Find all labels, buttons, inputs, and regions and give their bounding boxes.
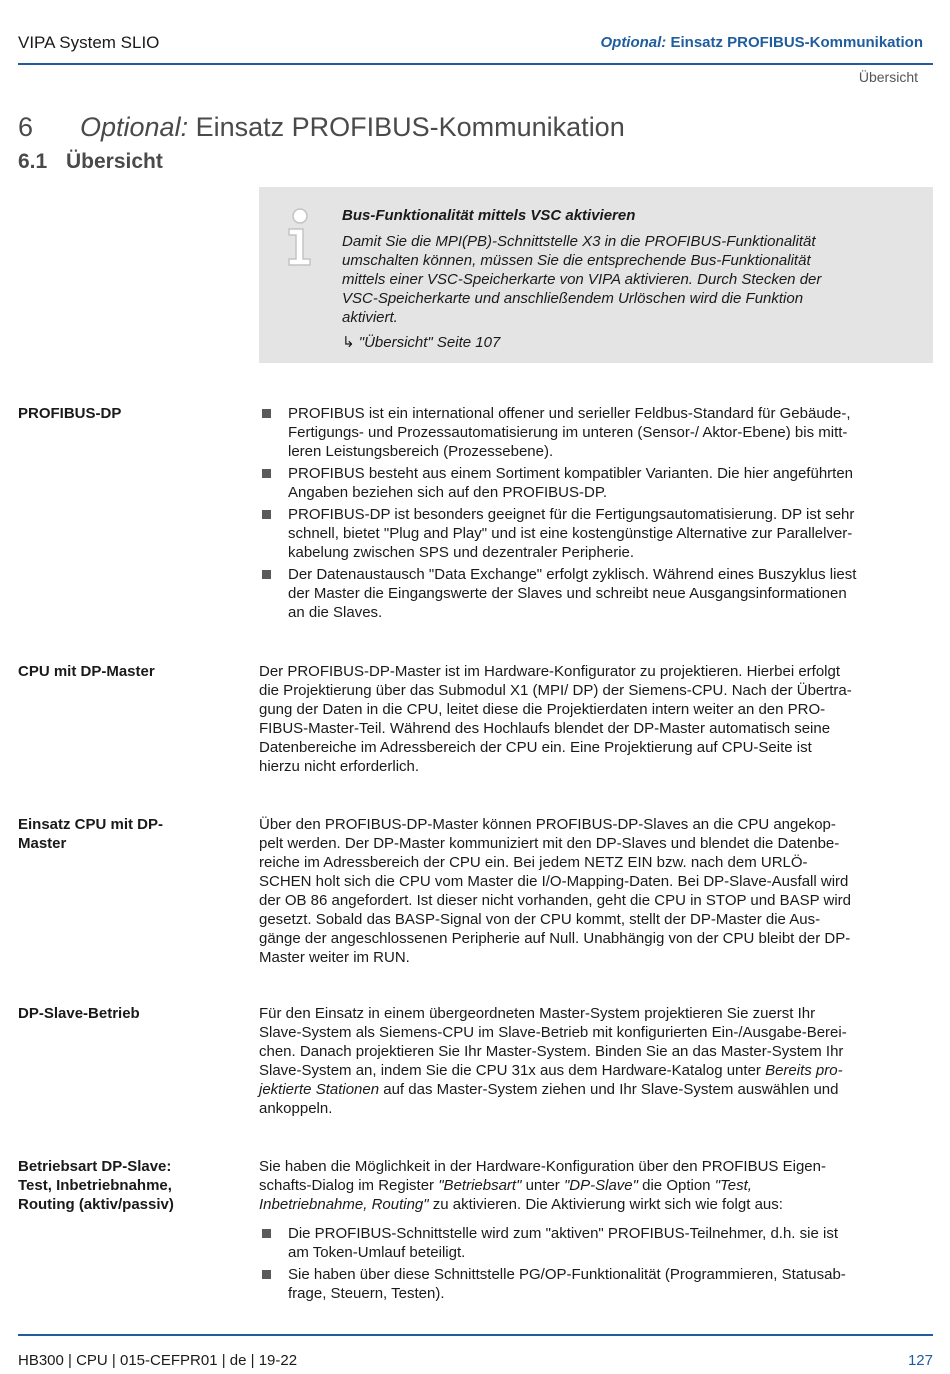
note-line: Damit Sie die MPI(PB)-Schnittstelle X3 in die PROFIBUS-Funktionalität bbox=[342, 233, 816, 250]
info-icon bbox=[285, 207, 315, 267]
footer-rule bbox=[18, 1334, 933, 1336]
text-span: schafts-Dialog im Register bbox=[259, 1177, 439, 1194]
emphasis-span: Bereits pro- bbox=[765, 1062, 843, 1079]
text-line: leren Leistungsbereich (Prozessebene). bbox=[288, 443, 554, 460]
chapter-optional: Optional: bbox=[80, 112, 189, 142]
emphasis-span: "DP-Slave" bbox=[563, 1177, 638, 1194]
text-line: gänge der angeschlossenen Peripherie auf Null. Unabhängig von der CPU bleibt der DP- bbox=[259, 930, 851, 947]
header-chapter-title: Einsatz PROFIBUS-Kommunikation bbox=[666, 34, 923, 51]
list-item bbox=[259, 1265, 931, 1303]
text-line: die Projektierung über das Submodul X1 (MPI/ DP) der Siemens-CPU. Nach der Übertra- bbox=[259, 682, 852, 699]
section-title: Übersicht bbox=[66, 150, 163, 173]
text-line: Für den Einsatz in einem übergeordneten Master-System projektieren Sie zuerst Ihr bbox=[259, 1005, 816, 1022]
chapter-heading bbox=[18, 112, 625, 143]
text-span: Slave-System an, indem Sie die CPU 31x aus dem Hardware-Katalog unter bbox=[259, 1062, 766, 1079]
emphasis-span: Inbetriebnahme, Routing" bbox=[259, 1196, 429, 1213]
note-body bbox=[342, 232, 907, 327]
text-line: SCHEN holt sich die CPU vom Master die I/O-Mapping-Daten. Bei DP-Slave-Ausfall wird bbox=[259, 873, 849, 890]
label-cpu-dp-master: CPU mit DP-Master bbox=[18, 663, 155, 680]
chapter-number: 6 bbox=[18, 112, 34, 142]
dp-slave-text bbox=[259, 1004, 931, 1118]
list-item bbox=[259, 565, 931, 622]
text-line: PROFIBUS-DP ist besonders geeignet für die Fertigungsautomatisierung. DP ist sehr bbox=[288, 506, 855, 523]
header-product: VIPA System SLIO bbox=[18, 33, 160, 52]
note-line: VSC-Speicherkarte und anschließendem Urlöschen wird die Funktion bbox=[342, 290, 804, 307]
label-line: Betriebsart DP-Slave: bbox=[18, 1158, 172, 1175]
label-profibus-dp: PROFIBUS-DP bbox=[18, 405, 122, 422]
text-line: schnell, bietet "Plug and Play" und ist eine kostengünstige Alternative zur Parallelver- bbox=[288, 525, 853, 542]
text-line: Sie haben über diese Schnittstelle PG/OP-Funktionalität (Programmieren, Statusab- bbox=[288, 1266, 846, 1283]
header-chapter-optional: Optional: bbox=[600, 34, 667, 51]
list-item bbox=[259, 505, 931, 562]
text-line: chen. Danach projektieren Sie Ihr Master-System. Binden Sie an das Master-System Ihr bbox=[259, 1043, 844, 1060]
label-dp-slave-betrieb: DP-Slave-Betrieb bbox=[18, 1005, 140, 1022]
text-line: Slave-System als Siemens-CPU im Slave-Betrieb mit konfigurierten Ein-/Ausgabe-Berei- bbox=[259, 1024, 847, 1041]
text-line: kabelung zwischen SPS und dezentraler Peripherie. bbox=[288, 544, 635, 561]
profibus-dp-list bbox=[259, 404, 931, 625]
text-line: reiche im Adressbereich der CPU ein. Bei jedem NETZ EIN bzw. nach dem URLÖ- bbox=[259, 854, 808, 871]
note-line: aktiviert. bbox=[342, 309, 398, 326]
info-note-box bbox=[259, 187, 933, 363]
text-line bbox=[259, 1080, 931, 1099]
section-number: 6.1 bbox=[18, 150, 48, 173]
text-line: Angaben beziehen sich auf den PROFIBUS-DP. bbox=[288, 484, 608, 501]
list-item bbox=[259, 404, 931, 461]
text-line: Die PROFIBUS-Schnittstelle wird zum "aktiven" PROFIBUS-Teilnehmer, d.h. sie ist bbox=[288, 1225, 838, 1242]
text-line: gesetzt. Sobald das BASP-Signal von der CPU kommt, stellt der DP-Master die Aus- bbox=[259, 911, 821, 928]
text-span: auf das Master-System ziehen und Ihr Slave-System auswählen und bbox=[379, 1081, 839, 1098]
list-item bbox=[259, 1224, 931, 1262]
text-span: die Option bbox=[637, 1177, 715, 1194]
note-line: mittels einer VSC-Speicherkarte von VIPA aktivieren. Durch Stecken der bbox=[342, 271, 822, 288]
section-heading bbox=[18, 150, 163, 174]
list-item bbox=[259, 464, 931, 502]
emphasis-span: "Test, bbox=[714, 1177, 752, 1194]
header-section: Übersicht bbox=[858, 69, 918, 85]
text-line: Datenbereiche im Adressbereich der CPU ein. Eine Projektierung auf CPU-Seite ist bbox=[259, 739, 812, 756]
text-line: Der Datenaustausch "Data Exchange" erfolgt zyklisch. Während eines Buszyklus liest bbox=[288, 566, 857, 583]
note-cross-reference-link[interactable] bbox=[342, 333, 500, 351]
label-line: Test, Inbetriebnahme, bbox=[18, 1177, 172, 1194]
text-line: PROFIBUS besteht aus einem Sortiment kompatibler Varianten. Die hier angeführten bbox=[288, 465, 854, 482]
text-line bbox=[259, 1061, 931, 1080]
note-line: umschalten können, müssen Sie die entsprechende Bus-Funktionalität bbox=[342, 252, 811, 269]
arrow-icon: ↳ bbox=[342, 334, 355, 351]
label-line: Routing (aktiv/passiv) bbox=[18, 1196, 174, 1213]
footer-document-reference: HB300 | CPU | 015-CEFPR01 | de | 19-22 bbox=[18, 1352, 298, 1369]
label-einsatz-cpu bbox=[18, 815, 238, 853]
text-span: zu aktivieren. Die Aktivierung wirkt sich wie folgt aus: bbox=[428, 1196, 783, 1213]
note-link-text: "Übersicht" Seite 107 bbox=[358, 334, 501, 351]
text-line bbox=[259, 1176, 931, 1195]
text-line: hierzu nicht erforderlich. bbox=[259, 758, 420, 775]
betriebsart-text bbox=[259, 1157, 931, 1306]
text-line: Über den PROFIBUS-DP-Master können PROFIBUS-DP-Slaves an die CPU angekop- bbox=[259, 816, 836, 833]
text-line: Fertigungs- und Prozessautomatisierung im unteren (Sensor-/ Aktor-Ebene) bis mitt- bbox=[288, 424, 848, 441]
header-chapter bbox=[600, 34, 923, 51]
text-line: Sie haben die Möglichkeit in der Hardware-Konfiguration über den PROFIBUS Eigen- bbox=[259, 1158, 826, 1175]
text-line: pelt werden. Der DP-Master kommuniziert mit den DP-Slaves und blendet die Datenbe- bbox=[259, 835, 840, 852]
cpu-dp-master-text bbox=[259, 662, 931, 776]
text-line: Der PROFIBUS-DP-Master ist im Hardware-Konfigurator zu projektieren. Hierbei erfolgt bbox=[259, 663, 841, 680]
text-line: an die Slaves. bbox=[288, 604, 383, 621]
text-line: frage, Steuern, Testen). bbox=[288, 1285, 445, 1302]
label-line: Einsatz CPU mit DP- bbox=[18, 816, 164, 833]
chapter-title: Einsatz PROFIBUS-Kommunikation bbox=[188, 112, 625, 142]
emphasis-span: jektierte Stationen bbox=[259, 1081, 380, 1098]
text-line: gung der Daten in die CPU, leitet diese die Projektierdaten intern weiter an den PRO- bbox=[259, 701, 826, 718]
note-title: Bus-Funktionalität mittels VSC aktivieren bbox=[342, 207, 636, 224]
einsatz-cpu-text bbox=[259, 815, 931, 967]
label-line: Master bbox=[18, 835, 67, 852]
label-betriebsart bbox=[18, 1157, 238, 1214]
text-line: der Master die Eingangswerte der Slaves und schreibt neue Ausgangsinformationen bbox=[288, 585, 847, 602]
text-line bbox=[259, 1195, 931, 1214]
emphasis-span: "Betriebsart" bbox=[438, 1177, 522, 1194]
header-rule bbox=[18, 63, 933, 65]
text-line: am Token-Umlauf beteiligt. bbox=[288, 1244, 466, 1261]
page-number: 127 bbox=[907, 1352, 933, 1369]
text-line: PROFIBUS ist ein international offener und serieller Feldbus-Standard für Gebäude-, bbox=[288, 405, 851, 422]
text-line: FIBUS-Master-Teil. Während des Hochlaufs blendet der DP-Master automatisch seine bbox=[259, 720, 831, 737]
text-line: ankoppeln. bbox=[259, 1100, 333, 1117]
text-line: der OB 86 angefordert. Ist dieser nicht vorhanden, geht die CPU in STOP und BASP wird bbox=[259, 892, 852, 909]
text-line: Master weiter im RUN. bbox=[259, 949, 410, 966]
text-span: unter bbox=[521, 1177, 564, 1194]
